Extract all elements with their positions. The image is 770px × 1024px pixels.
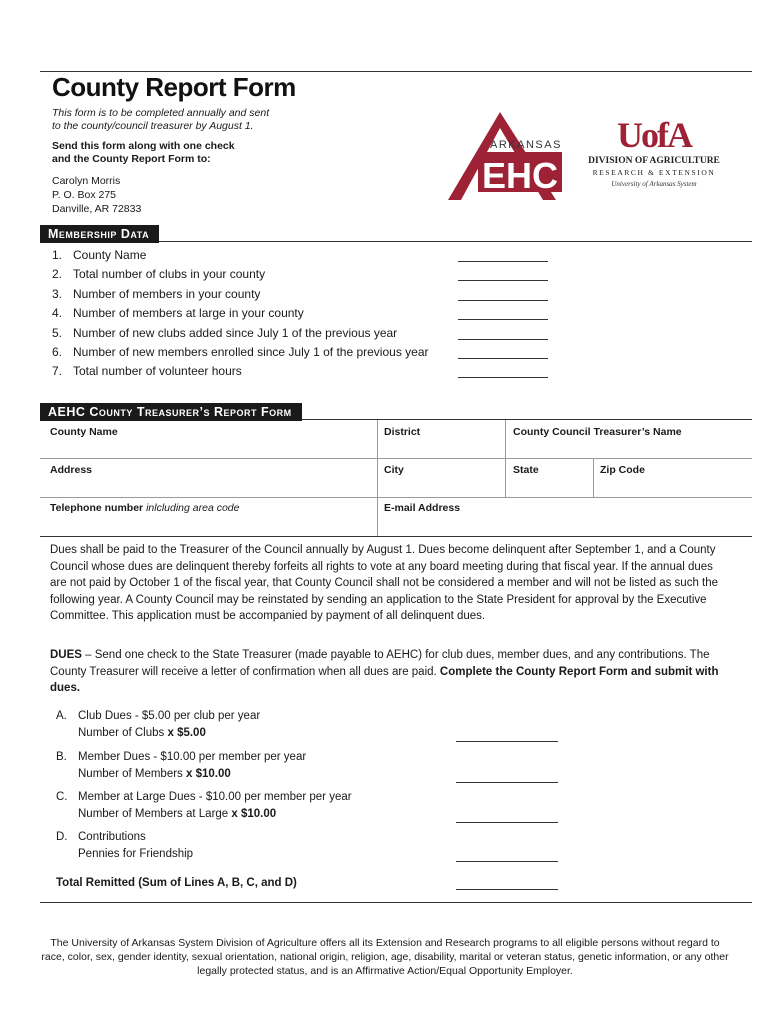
contributions-blank[interactable]: [456, 861, 558, 862]
membership-list: [52, 246, 562, 382]
uofa-mark: UofA: [617, 115, 691, 155]
list-item: 1. County Name: [52, 246, 562, 265]
uofa-division-logo: UofA DIVISION OF AGRICULTURE RESEARCH & EXTENSION University of Arkansas System: [588, 115, 720, 188]
telephone-field[interactable]: Telephone number inlcluding area code: [50, 502, 240, 514]
county-name-field[interactable]: County Name: [50, 426, 118, 438]
mailing-address: Carolyn Morris P. O. Box 275 Danville, AR 72833: [52, 175, 142, 215]
ehc-main-text: EHC: [481, 155, 559, 196]
new-clubs-blank[interactable]: [458, 339, 548, 340]
page-title: County Report Form: [52, 72, 296, 102]
new-members-blank[interactable]: [458, 358, 548, 359]
state-field[interactable]: State: [513, 464, 539, 476]
bottom-rule: [40, 902, 752, 903]
list-item: 2. Total number of clubs in your county: [52, 265, 562, 284]
list-item: 5. Number of new clubs added since July 1 of the previous year: [52, 324, 562, 343]
footer-disclaimer: The University of Arkansas System Division of Agriculture offers all its Extension and Research programs to all eligible persons without regard to race, color, sex, gender identity, sexual orientation, national origin, religion, age, disability, marital or veteran status, genetic information, or any other legally protected status, and is an Affirmative Action/Equal Opportunity Employer.: [41, 937, 729, 977]
email-field[interactable]: E-mail Address: [384, 502, 461, 514]
total-clubs-blank[interactable]: [458, 280, 548, 281]
ehc-arkansas-text: ARKANSAS: [490, 139, 562, 151]
district-field[interactable]: District: [384, 426, 421, 438]
city-field[interactable]: City: [384, 464, 404, 476]
zip-field[interactable]: Zip Code: [600, 464, 645, 476]
members-at-large-blank[interactable]: [458, 319, 548, 320]
arkansas-ehc-logo: [438, 104, 566, 204]
council-treasurer-field[interactable]: County Council Treasurer’s Name: [513, 426, 682, 438]
dues-instructions-paragraph: DUES – Send one check to the State Treasurer (made payable to AEHC) for club dues, member dues, and any contributions. The County Treasurer will receive a letter of confirmation when all dues are paid. Complete the County Report Form and submit with dues.: [50, 649, 719, 694]
list-item: 6. Number of new members enrolled since July 1 of the previous year: [52, 343, 562, 362]
county-name-blank[interactable]: [458, 261, 548, 262]
list-item: 7. Total number of volunteer hours: [52, 362, 562, 381]
list-item: 4. Number of members at large in your county: [52, 304, 562, 323]
treasurer-section-heading: AEHC County Treasurer’s Report Form: [40, 403, 302, 421]
total-remitted-blank[interactable]: [456, 889, 558, 890]
address-field[interactable]: Address: [50, 464, 93, 476]
send-instructions: Send this form along with one check and the County Report Form to:: [52, 140, 235, 165]
member-dues-blank[interactable]: [456, 782, 558, 783]
member-at-large-dues-blank[interactable]: [456, 822, 558, 823]
volunteer-hours-blank[interactable]: [458, 377, 548, 378]
treasurer-form-grid: [40, 420, 752, 538]
members-county-blank[interactable]: [458, 300, 548, 301]
dues-policy-paragraph: Dues shall be paid to the Treasurer of the Council annually by August 1. Dues become delinquent after September 1, and a County Council whose dues are delinquent thereby forfeits all rights to vote at any board meeting during that fiscal year. If the annual dues are not paid by October 1 of the fiscal year, that County Council shall not be considered a member and will not be listed as such the following year. A County Council may be reinstated by sending an application to the State President for approval by the Executive Committee. This application must be accompanied by payment of all delinquent dues.: [50, 544, 719, 622]
club-dues-blank[interactable]: [456, 741, 558, 742]
intro-text: This form is to be completed annually and sent to the county/council treasurer by August 1.: [52, 107, 270, 132]
total-remitted-label: Total Remitted (Sum of Lines A, B, C, and D): [56, 877, 297, 889]
list-item: 3. Number of members in your county: [52, 285, 562, 304]
membership-section-heading: Membership Data: [40, 225, 159, 243]
